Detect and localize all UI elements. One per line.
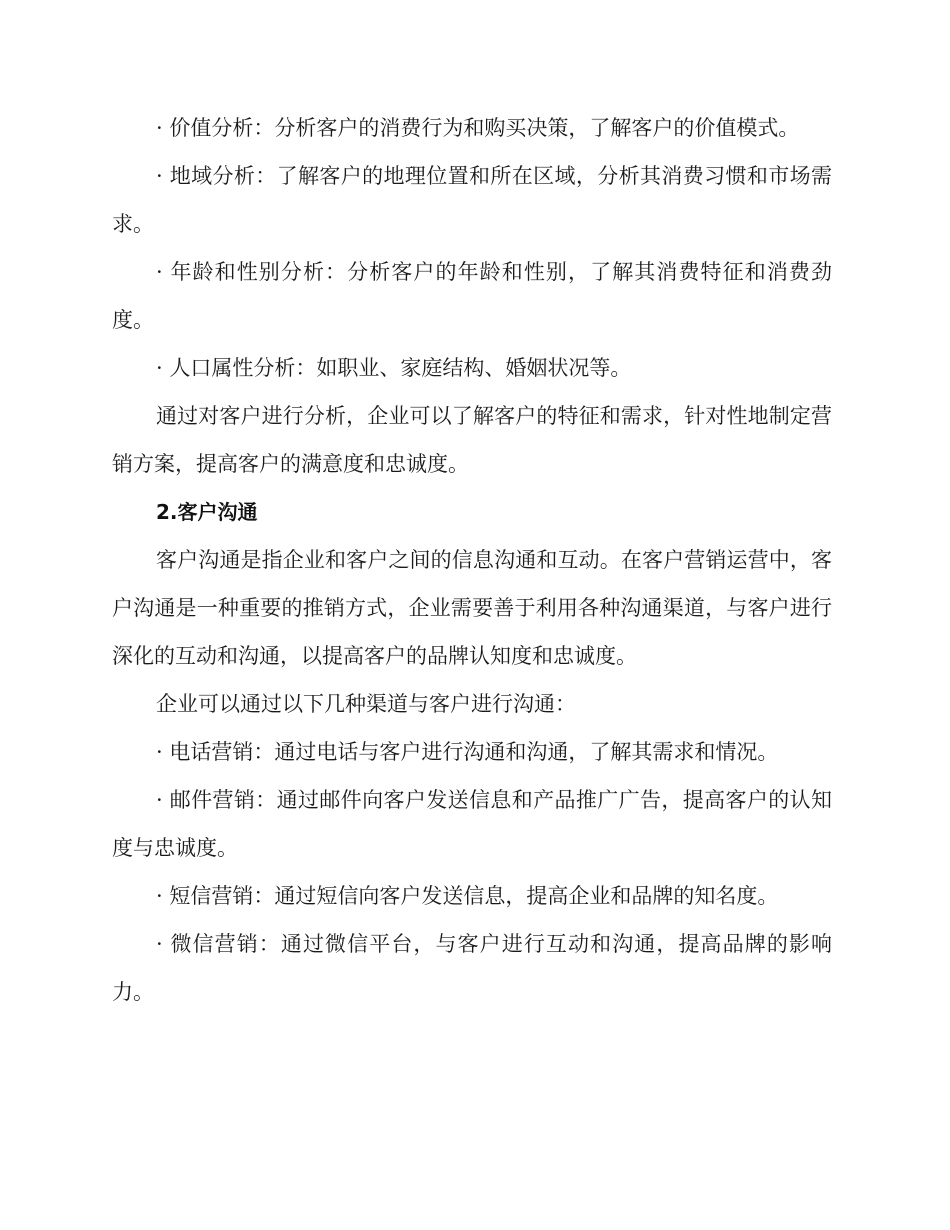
bullet-value-analysis: · 价值分析：分析客户的消费行为和购买决策，了解客户的价值模式。 (156, 116, 800, 140)
bullet-demographic-analysis: · 人口属性分析：如职业、家庭结构、婚姻状况等。 (156, 356, 632, 380)
section-heading-customer-communication: 2.客户沟通 (156, 500, 258, 524)
communication-intro-paragraph: 客户沟通是指企业和客户之间的信息沟通和互动。在客户营销运营中，客户沟通是一种重要的推销方式，企业需要善于利用各种沟通渠道，与客户进行深化的互动和沟通，以提高客户的品牌认知度和忠诚度。 (112, 548, 832, 668)
analysis-summary-paragraph: 通过对客户进行分析，企业可以了解客户的特征和需求，针对性地制定营销方案，提高客户的满意度和忠诚度。 (112, 404, 832, 476)
bullet-age-gender-analysis: · 年龄和性别分析：分析客户的年龄和性别，了解其消费特征和消费劲度。 (112, 260, 832, 332)
bullet-phone-marketing: · 电话营销：通过电话与客户进行沟通和沟通，了解其需求和情况。 (156, 740, 779, 764)
bullet-wechat-marketing: · 微信营销：通过微信平台，与客户进行互动和沟通，提高品牌的影响力。 (112, 932, 832, 1004)
channels-intro-paragraph: 企业可以通过以下几种渠道与客户进行沟通： (156, 692, 576, 716)
document-body (112, 104, 832, 1016)
bullet-sms-marketing: · 短信营销：通过短信向客户发送信息，提高企业和品牌的知名度。 (156, 884, 779, 908)
bullet-email-marketing: · 邮件营销：通过邮件向客户发送信息和产品推广广告，提高客户的认知度与忠诚度。 (112, 788, 832, 860)
bullet-region-analysis: · 地域分析：了解客户的地理位置和所在区域，分析其消费习惯和市场需求。 (112, 164, 832, 236)
